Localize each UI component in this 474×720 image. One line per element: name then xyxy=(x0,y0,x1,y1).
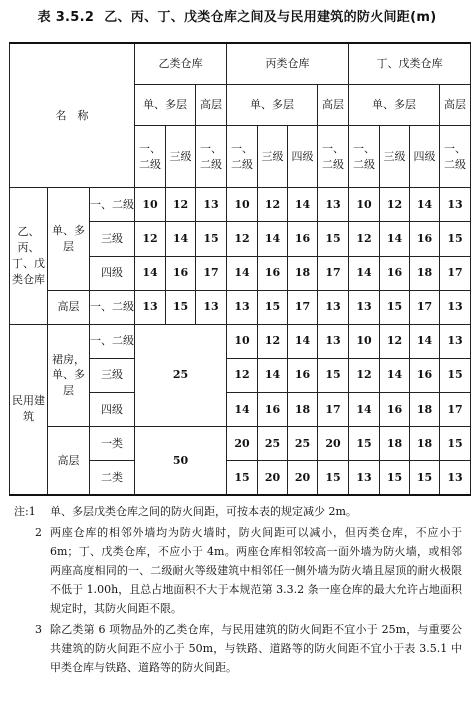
table-cell: 12 xyxy=(227,358,258,392)
table-cell: 18 xyxy=(410,393,440,427)
table-cell: 14 xyxy=(288,188,318,222)
table-cell: 17 xyxy=(440,256,471,290)
table-cell: 13 xyxy=(349,290,380,324)
grade-header: 一、二级 xyxy=(196,126,227,188)
table-cell: 12 xyxy=(258,324,288,358)
table-caption: 乙、丙、丁、戊类仓库之间及与民用建筑的防火间距(m) xyxy=(104,10,437,25)
table-cell: 14 xyxy=(258,222,288,256)
row-label: 一类 xyxy=(90,427,135,461)
note-prefix: 注:1 xyxy=(14,505,36,518)
table-cell: 16 xyxy=(288,358,318,392)
table-cell: 17 xyxy=(288,290,318,324)
note-text: 除乙类第 6 项物品外的乙类仓库，与民用建筑的防火间距不宜小于 25m，与重要公共建筑的防火间距不应小于 50m，与铁路、道路等的防火间距不宜小于表 3.5.1 中甲类仓库与铁路、道路等的防火间距。 xyxy=(50,623,462,674)
grade-header: 三级 xyxy=(380,126,410,188)
table-cell: 14 xyxy=(135,256,166,290)
table-cell: 20 xyxy=(227,427,258,461)
civil-group-label: 民用建筑 xyxy=(10,324,48,495)
c-multi-header: 单、多层 xyxy=(227,84,318,125)
table-cell: 18 xyxy=(288,256,318,290)
name-header: 名 称 xyxy=(10,43,135,188)
note-1 xyxy=(14,502,462,521)
table-cell: 13 xyxy=(440,324,471,358)
de-high-header: 高层 xyxy=(440,84,471,125)
table-cell: 12 xyxy=(258,188,288,222)
table-cell: 14 xyxy=(227,256,258,290)
table-cell: 13 xyxy=(196,290,227,324)
table-cell: 15 xyxy=(227,461,258,495)
table-cell: 15 xyxy=(196,222,227,256)
table-cell: 10 xyxy=(135,188,166,222)
table-cell: 14 xyxy=(288,324,318,358)
table-cell: 13 xyxy=(318,188,349,222)
table-cell: 14 xyxy=(258,358,288,392)
civil-podium-label: 裙房，单、多层 xyxy=(48,324,90,426)
table-cell: 18 xyxy=(410,427,440,461)
table-cell: 16 xyxy=(410,222,440,256)
table-cell: 15 xyxy=(440,358,471,392)
grade-header: 四级 xyxy=(410,126,440,188)
table-cell: 14 xyxy=(380,358,410,392)
table-cell: 14 xyxy=(380,222,410,256)
table-cell: 13 xyxy=(318,290,349,324)
warehouse-group-label: 乙、丙、丁、戊类仓库 xyxy=(10,188,48,325)
table-cell: 12 xyxy=(380,324,410,358)
table-cell: 14 xyxy=(227,393,258,427)
table-number: 表 3.5.2 xyxy=(37,10,95,25)
b-high-header: 高层 xyxy=(196,84,227,125)
table-cell: 15 xyxy=(318,461,349,495)
table-cell: 25 xyxy=(258,427,288,461)
row-label: 一、二级 xyxy=(90,324,135,358)
table-cell: 15 xyxy=(349,427,380,461)
note-2 xyxy=(14,523,462,618)
table-cell: 15 xyxy=(380,461,410,495)
row-label: 一、二级 xyxy=(90,290,135,324)
grade-header: 三级 xyxy=(166,126,196,188)
merged-cell: 25 xyxy=(135,324,227,426)
table-cell: 15 xyxy=(258,290,288,324)
grade-header: 三级 xyxy=(258,126,288,188)
table-cell: 15 xyxy=(440,427,471,461)
note-text: 两座仓库的相邻外墙均为防火墙时，防火间距可以减小，但丙类仓库，不应小于 6m；丁、戊类仓库，不应小于 4m。两座仓库相邻较高一面外墙为防火墙，或相邻两座高度相同的一、二级耐火等级建筑中相邻任一侧外墙为防火墙且屋顶的耐火极限不低于 1.00h，且总占地面积不大于本规范第 3.3.2 条一座仓库的最大允许占地面积规定时，其防火间距不限。 xyxy=(50,526,462,615)
table-cell: 16 xyxy=(258,256,288,290)
table-cell: 15 xyxy=(380,290,410,324)
note-text: 单、多层戊类仓库之间的防火间距，可按本表的规定减少 2m。 xyxy=(50,505,357,518)
group-header-de: 丁、戊类仓库 xyxy=(349,43,471,84)
table-cell: 17 xyxy=(410,290,440,324)
de-multi-header: 单、多层 xyxy=(349,84,440,125)
table-cell: 18 xyxy=(288,393,318,427)
table-cell: 13 xyxy=(135,290,166,324)
table-cell: 16 xyxy=(166,256,196,290)
table-cell: 15 xyxy=(410,461,440,495)
table-cell: 14 xyxy=(349,256,380,290)
table-cell: 17 xyxy=(440,393,471,427)
table-title xyxy=(0,6,474,25)
table-cell: 15 xyxy=(440,222,471,256)
table-cell: 13 xyxy=(227,290,258,324)
row-label: 三级 xyxy=(90,222,135,256)
table-cell: 13 xyxy=(196,188,227,222)
table-cell: 14 xyxy=(410,188,440,222)
grade-header: 四级 xyxy=(288,126,318,188)
table-cell: 18 xyxy=(410,256,440,290)
table-cell: 18 xyxy=(380,427,410,461)
table-cell: 16 xyxy=(380,393,410,427)
b-multi-header: 单、多层 xyxy=(135,84,196,125)
table-cell: 10 xyxy=(349,324,380,358)
table-cell: 15 xyxy=(318,358,349,392)
header-row-1 xyxy=(10,43,471,84)
grade-header: 一、二级 xyxy=(349,126,380,188)
grade-header: 一、二级 xyxy=(318,126,349,188)
table-cell: 16 xyxy=(410,358,440,392)
table-cell: 14 xyxy=(166,222,196,256)
group-header-c: 丙类仓库 xyxy=(227,43,349,84)
table-cell: 12 xyxy=(135,222,166,256)
civil-high-label: 高层 xyxy=(48,427,90,495)
c-high-header: 高层 xyxy=(318,84,349,125)
warehouse-multi-label: 单、多层 xyxy=(48,188,90,290)
table-cell: 15 xyxy=(166,290,196,324)
table-cell: 20 xyxy=(288,461,318,495)
merged-cell: 50 xyxy=(135,427,227,495)
table-cell: 12 xyxy=(380,188,410,222)
table-cell: 14 xyxy=(349,393,380,427)
table-cell: 17 xyxy=(318,256,349,290)
row-label: 三级 xyxy=(90,358,135,392)
warehouse-high-label: 高层 xyxy=(48,290,90,324)
table-cell: 14 xyxy=(410,324,440,358)
grade-header: 一、二级 xyxy=(135,126,166,188)
grade-header: 一、二级 xyxy=(227,126,258,188)
fire-separation-table xyxy=(9,42,471,496)
table-cell: 13 xyxy=(440,290,471,324)
table-cell: 10 xyxy=(227,188,258,222)
table-cell: 25 xyxy=(288,427,318,461)
table-cell: 17 xyxy=(318,393,349,427)
table-cell: 13 xyxy=(440,188,471,222)
table-cell: 10 xyxy=(349,188,380,222)
note-number: 3 xyxy=(35,623,42,636)
table-cell: 16 xyxy=(288,222,318,256)
table-row xyxy=(10,427,471,461)
table-cell: 12 xyxy=(349,222,380,256)
table-cell: 12 xyxy=(349,358,380,392)
table-row xyxy=(10,188,471,222)
row-label: 四级 xyxy=(90,256,135,290)
group-header-b: 乙类仓库 xyxy=(135,43,227,84)
table-cell: 17 xyxy=(196,256,227,290)
note-number: 2 xyxy=(35,526,42,539)
table-cell: 13 xyxy=(440,461,471,495)
row-label: 四级 xyxy=(90,393,135,427)
row-label: 一、二级 xyxy=(90,188,135,222)
table-cell: 20 xyxy=(258,461,288,495)
table-notes xyxy=(14,502,462,677)
table-cell: 10 xyxy=(227,324,258,358)
table-row xyxy=(10,324,471,358)
table-cell: 16 xyxy=(258,393,288,427)
table-cell: 15 xyxy=(318,222,349,256)
table-cell: 13 xyxy=(349,461,380,495)
table-row xyxy=(10,290,471,324)
table-cell: 13 xyxy=(318,324,349,358)
grade-header: 一、二级 xyxy=(440,126,471,188)
table-cell: 12 xyxy=(227,222,258,256)
note-3 xyxy=(14,620,462,677)
table-cell: 16 xyxy=(380,256,410,290)
row-label: 二类 xyxy=(90,461,135,495)
table-cell: 20 xyxy=(318,427,349,461)
table-cell: 12 xyxy=(166,188,196,222)
